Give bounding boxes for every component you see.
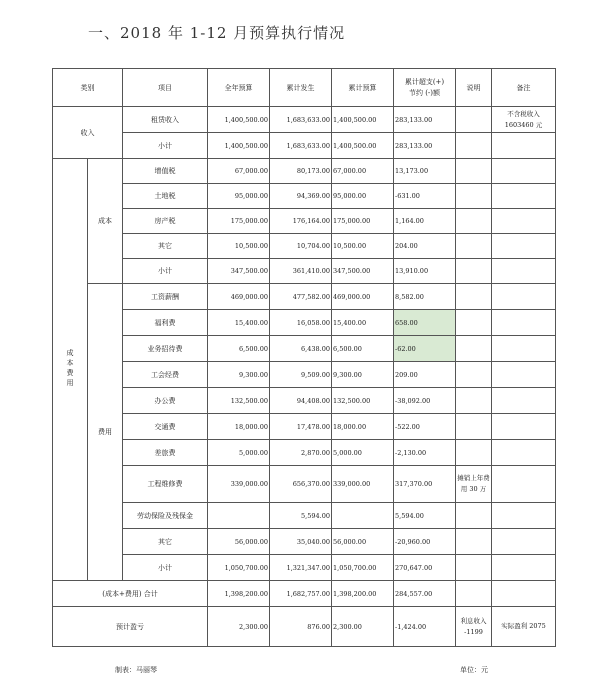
cum-diff-cell: 13,173.00 <box>394 159 456 184</box>
explanation-cell <box>456 503 492 529</box>
annual-budget-cell: 95,000.00 <box>208 184 270 209</box>
annual-budget-cell: 132,500.00 <box>208 388 270 414</box>
annual-budget-cell: 67,000.00 <box>208 159 270 184</box>
explanation-cell <box>456 336 492 362</box>
profit-label: 预计盈亏 <box>53 607 208 647</box>
cost-row <box>53 259 556 284</box>
explanation-cell: 利息收入 -1199 <box>456 607 492 647</box>
income-category-label: 收入 <box>53 107 123 159</box>
cost-row <box>53 209 556 234</box>
cum-budget-cell: 56,000.00 <box>332 529 394 555</box>
remark-cell <box>492 310 556 336</box>
explanation-cell <box>456 414 492 440</box>
remark-cell <box>492 503 556 529</box>
annual-budget-cell: 1,050,700.00 <box>208 555 270 581</box>
cum-actual-cell: 656,370.00 <box>270 466 332 503</box>
remark-cell <box>492 529 556 555</box>
annual-budget-cell: 1,400,500.00 <box>208 107 270 133</box>
cum-actual-cell: 1,682,757.00 <box>270 581 332 607</box>
cum-budget-cell: 132,500.00 <box>332 388 394 414</box>
profit-row <box>53 607 556 647</box>
header-remark: 备注 <box>492 69 556 107</box>
explanation-cell <box>456 440 492 466</box>
cum-diff-cell: 284,557.00 <box>394 581 456 607</box>
cum-budget-cell: 9,300.00 <box>332 362 394 388</box>
explanation-cell <box>456 362 492 388</box>
preparer-note: 制表：马丽琴 <box>115 666 157 674</box>
cum-actual-cell: 1,683,633.00 <box>270 107 332 133</box>
header-category: 类别 <box>53 69 123 107</box>
cum-diff-cell: -631.00 <box>394 184 456 209</box>
expense-row <box>53 440 556 466</box>
cum-budget-cell: 95,000.00 <box>332 184 394 209</box>
cum-actual-cell: 1,683,633.00 <box>270 133 332 159</box>
cum-actual-cell: 477,582.00 <box>270 284 332 310</box>
expense-row <box>53 336 556 362</box>
header-cum-actual: 累计发生 <box>270 69 332 107</box>
cum-budget-cell: 10,500.00 <box>332 234 394 259</box>
cum-budget-cell: 1,398,200.00 <box>332 581 394 607</box>
header-cum-diff <box>394 69 456 107</box>
cum-budget-cell: 18,000.00 <box>332 414 394 440</box>
cum-diff-cell: 317,370.00 <box>394 466 456 503</box>
item-label: 其它 <box>123 529 208 555</box>
header-row <box>53 69 556 107</box>
item-label: 工程维修费 <box>123 466 208 503</box>
item-label: 办公费 <box>123 388 208 414</box>
annual-budget-cell: 10,500.00 <box>208 234 270 259</box>
annual-budget-cell: 18,000.00 <box>208 414 270 440</box>
income-row <box>53 133 556 159</box>
header-cum-diff-line1: 累计超支(+) <box>404 77 445 86</box>
cum-diff-cell: -38,092.00 <box>394 388 456 414</box>
header-cum-budget: 累计预算 <box>332 69 394 107</box>
annual-budget-cell: 5,000.00 <box>208 440 270 466</box>
remark-cell <box>492 209 556 234</box>
cum-budget-cell: 2,300.00 <box>332 607 394 647</box>
cum-diff-cell: -20,960.00 <box>394 529 456 555</box>
income-row <box>53 107 556 133</box>
annual-budget-cell <box>208 503 270 529</box>
remark-cell <box>492 555 556 581</box>
total-row <box>53 581 556 607</box>
cum-diff-cell: -2,130.00 <box>394 440 456 466</box>
explanation-cell <box>456 234 492 259</box>
header-item: 项目 <box>123 69 208 107</box>
item-label: 工会经费 <box>123 362 208 388</box>
expense-row <box>53 284 556 310</box>
header-cum-diff-line2: 节约 (-)额 <box>408 88 441 97</box>
explanation-cell <box>456 310 492 336</box>
remark-cell: 实际盈利 2075 <box>492 607 556 647</box>
cum-diff-cell: 13,910.00 <box>394 259 456 284</box>
cum-budget-cell: 1,400,500.00 <box>332 133 394 159</box>
page-title: 一、2018 年 1-12 月预算执行情况 <box>88 24 346 42</box>
cum-budget-cell: 1,050,700.00 <box>332 555 394 581</box>
expense-category-label: 费用 <box>88 284 123 581</box>
expense-row <box>53 466 556 503</box>
cum-diff-cell: 270,647.00 <box>394 555 456 581</box>
item-label: 其它 <box>123 234 208 259</box>
expense-row <box>53 529 556 555</box>
item-label: 小计 <box>123 555 208 581</box>
cost-row <box>53 159 556 184</box>
remark-cell <box>492 184 556 209</box>
item-label: 小计 <box>123 133 208 159</box>
item-label: 小计 <box>123 259 208 284</box>
cum-budget-cell: 67,000.00 <box>332 159 394 184</box>
annual-budget-cell: 6,500.00 <box>208 336 270 362</box>
remark-cell <box>492 466 556 503</box>
cum-budget-cell: 347,500.00 <box>332 259 394 284</box>
cum-actual-cell: 361,410.00 <box>270 259 332 284</box>
total-label: (成本+费用) 合计 <box>53 581 208 607</box>
annual-budget-cell: 1,400,500.00 <box>208 133 270 159</box>
explanation-cell <box>456 555 492 581</box>
item-label: 福利费 <box>123 310 208 336</box>
expense-row <box>53 414 556 440</box>
explanation-cell <box>456 581 492 607</box>
cum-actual-cell: 876.00 <box>270 607 332 647</box>
remark-cell <box>492 388 556 414</box>
cum-actual-cell: 6,438.00 <box>270 336 332 362</box>
cum-budget-cell <box>332 503 394 529</box>
cum-budget-cell: 15,400.00 <box>332 310 394 336</box>
item-label: 交通费 <box>123 414 208 440</box>
cum-diff-cell: 8,582.00 <box>394 284 456 310</box>
cum-diff-cell: 658.00 <box>394 310 456 336</box>
header-explanation: 说明 <box>456 69 492 107</box>
item-label: 劳动保险及残保金 <box>123 503 208 529</box>
cum-actual-cell: 16,058.00 <box>270 310 332 336</box>
item-label: 土地税 <box>123 184 208 209</box>
annual-budget-cell: 339,000.00 <box>208 466 270 503</box>
cum-budget-cell: 175,000.00 <box>332 209 394 234</box>
cum-diff-cell: -1,424.00 <box>394 607 456 647</box>
item-label: 租赁收入 <box>123 107 208 133</box>
budget-table <box>52 68 556 647</box>
explanation-cell <box>456 529 492 555</box>
cum-budget-cell: 469,000.00 <box>332 284 394 310</box>
expense-row <box>53 555 556 581</box>
remark-cell <box>492 581 556 607</box>
cum-budget-cell: 5,000.00 <box>332 440 394 466</box>
cum-actual-cell: 5,594.00 <box>270 503 332 529</box>
remark-cell <box>492 336 556 362</box>
item-label: 业务招待费 <box>123 336 208 362</box>
expense-row <box>53 503 556 529</box>
annual-budget-cell: 56,000.00 <box>208 529 270 555</box>
remark-cell <box>492 414 556 440</box>
annual-budget-cell: 9,300.00 <box>208 362 270 388</box>
cum-actual-cell: 35,040.00 <box>270 529 332 555</box>
remark-cell <box>492 133 556 159</box>
cum-budget-cell: 339,000.00 <box>332 466 394 503</box>
cum-diff-cell: 5,594.00 <box>394 503 456 529</box>
explanation-cell <box>456 159 492 184</box>
remark-cell: 不含税收入 1603460 元 <box>492 107 556 133</box>
explanation-cell <box>456 209 492 234</box>
remark-cell <box>492 284 556 310</box>
cum-diff-cell: -522.00 <box>394 414 456 440</box>
cost-category-label: 成本 <box>88 159 123 284</box>
annual-budget-cell: 15,400.00 <box>208 310 270 336</box>
expense-row <box>53 362 556 388</box>
remark-cell <box>492 159 556 184</box>
remark-cell <box>492 234 556 259</box>
cost-expense-label-text: 成本费用 <box>66 348 74 389</box>
explanation-cell <box>456 388 492 414</box>
annual-budget-cell: 469,000.00 <box>208 284 270 310</box>
header-annual-budget: 全年预算 <box>208 69 270 107</box>
explanation-cell <box>456 107 492 133</box>
explanation-cell: 摊销上年费用 30 万 <box>456 466 492 503</box>
annual-budget-cell: 175,000.00 <box>208 209 270 234</box>
cum-actual-cell: 94,408.00 <box>270 388 332 414</box>
cum-actual-cell: 17,478.00 <box>270 414 332 440</box>
cum-budget-cell: 6,500.00 <box>332 336 394 362</box>
cum-actual-cell: 94,369.00 <box>270 184 332 209</box>
explanation-cell <box>456 133 492 159</box>
expense-row <box>53 388 556 414</box>
cum-diff-cell: 283,133.00 <box>394 107 456 133</box>
cum-budget-cell: 1,400,500.00 <box>332 107 394 133</box>
explanation-cell <box>456 259 492 284</box>
cost-row <box>53 184 556 209</box>
item-label: 增值税 <box>123 159 208 184</box>
unit-note: 单位：元 <box>460 666 488 674</box>
cum-diff-cell: 209.00 <box>394 362 456 388</box>
cum-diff-cell: 1,164.00 <box>394 209 456 234</box>
cost-expense-category-label <box>53 159 88 581</box>
explanation-cell <box>456 284 492 310</box>
cum-actual-cell: 9,509.00 <box>270 362 332 388</box>
cum-actual-cell: 2,870.00 <box>270 440 332 466</box>
cost-row <box>53 234 556 259</box>
cum-actual-cell: 10,704.00 <box>270 234 332 259</box>
remark-cell <box>492 362 556 388</box>
annual-budget-cell: 2,300.00 <box>208 607 270 647</box>
annual-budget-cell: 347,500.00 <box>208 259 270 284</box>
cum-actual-cell: 1,321,347.00 <box>270 555 332 581</box>
expense-row <box>53 310 556 336</box>
cum-diff-cell: 204.00 <box>394 234 456 259</box>
explanation-cell <box>456 184 492 209</box>
remark-cell <box>492 440 556 466</box>
cum-actual-cell: 176,164.00 <box>270 209 332 234</box>
cum-diff-cell: 283,133.00 <box>394 133 456 159</box>
annual-budget-cell: 1,398,200.00 <box>208 581 270 607</box>
cum-diff-cell: -62.00 <box>394 336 456 362</box>
item-label: 房产税 <box>123 209 208 234</box>
remark-cell <box>492 259 556 284</box>
item-label: 工资薪酬 <box>123 284 208 310</box>
cum-actual-cell: 80,173.00 <box>270 159 332 184</box>
item-label: 差旅费 <box>123 440 208 466</box>
